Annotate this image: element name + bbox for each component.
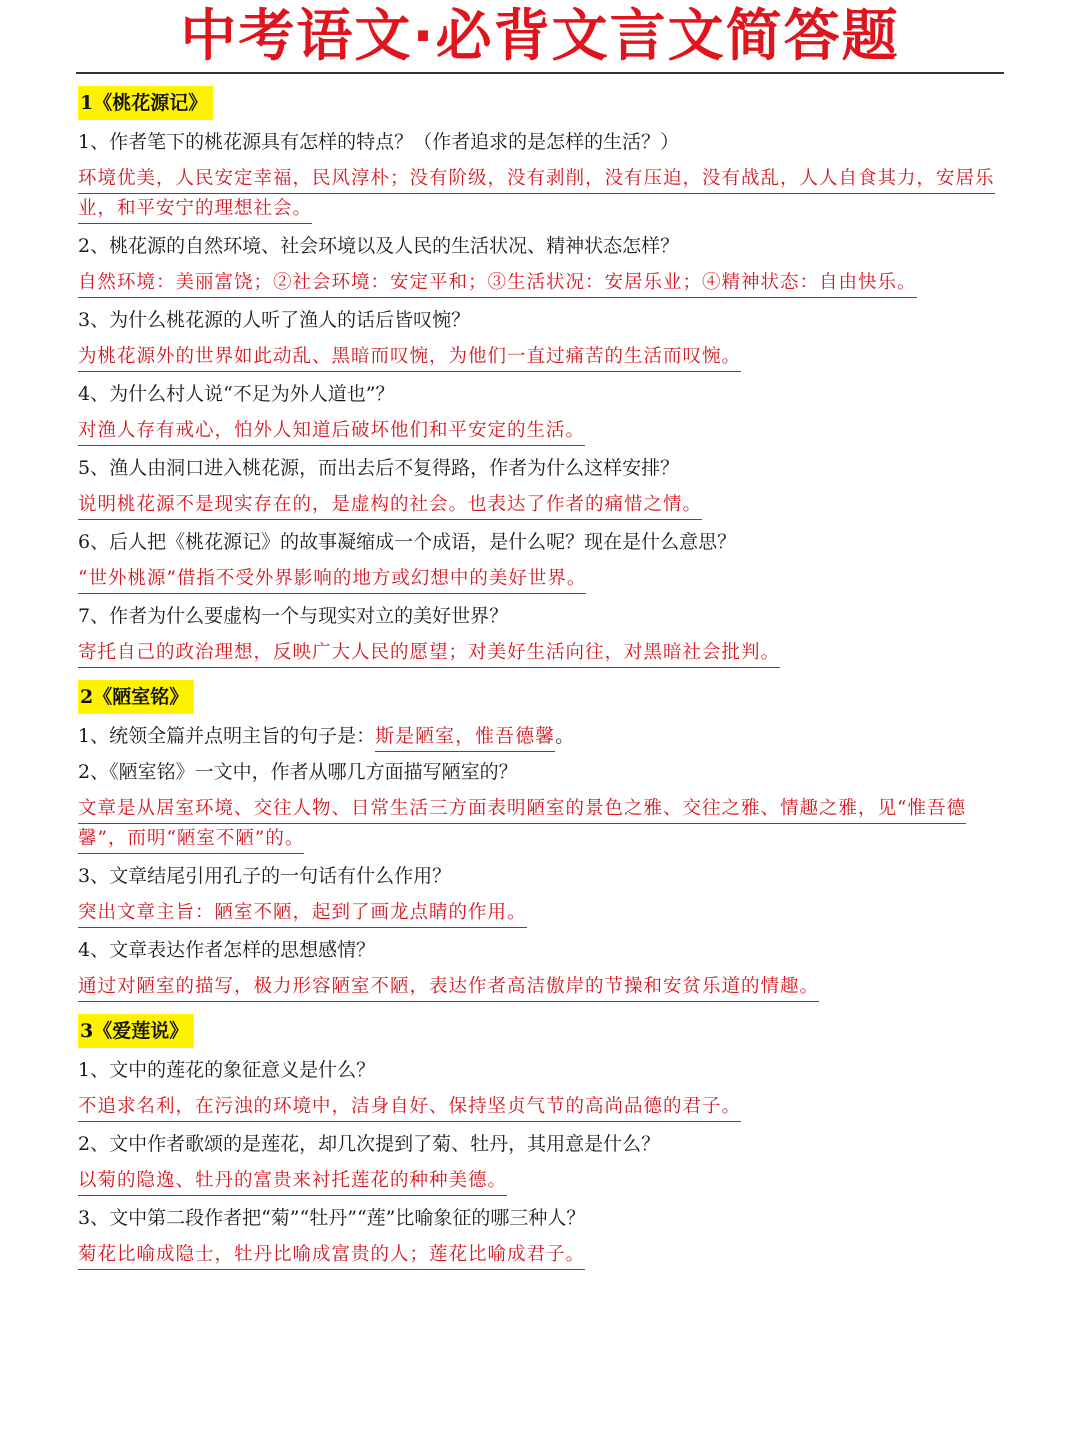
- question: 3、文章结尾引用孔子的一句话有什么作用？: [78, 865, 452, 887]
- answer: 不追求名利，在污浊的环境中，洁身自好、保持坚贞气节的高尚品德的君子。: [78, 1092, 1008, 1122]
- section-loushiming: [78, 676, 1008, 1002]
- section-taohuayuanji: [78, 82, 1008, 668]
- question: 3、为什么桃花源的人听了渔人的话后皆叹惋？: [78, 309, 471, 331]
- answer: 对渔人存有戒心，怕外人知道后破坏他们和平安定的生活。: [78, 416, 1008, 446]
- section-heading: 2《陋室铭》: [78, 680, 194, 714]
- answer: 环境优美，人民安定幸福，民风淳朴；没有阶级，没有剥削，没有压迫，没有战乱，人人自食其力，安居乐业，和平安宁的理想社会。: [78, 164, 1008, 224]
- section-heading: 1《桃花源记》: [78, 86, 213, 120]
- title-divider: [76, 72, 1004, 74]
- answer: 自然环境：美丽富饶；②社会环境：安定平和；③生活状况：安居乐业；④精神状态：自由快乐。: [78, 268, 1008, 298]
- question: 1、文中的莲花的象征意义是什么？: [78, 1059, 376, 1081]
- answer: 菊花比喻成隐士，牡丹比喻成富贵的人；莲花比喻成君子。: [78, 1240, 1008, 1270]
- answer: 通过对陋室的描写，极力形容陋室不陋，表达作者高洁傲岸的节操和安贫乐道的情趣。: [78, 972, 1008, 1002]
- question: 2、桃花源的自然环境、社会环境以及人民的生活状况、精神状态怎样？: [78, 235, 680, 257]
- section-ailianshuo: [78, 1010, 1008, 1270]
- main-content: [78, 82, 1008, 1278]
- question: 4、文章表达作者怎样的思想感情？: [78, 939, 376, 961]
- question: 7、作者为什么要虚构一个与现实对立的美好世界？: [78, 605, 509, 627]
- question: 3、文中第二段作者把“菊”“牡丹”“莲”比喻象征的哪三种人？: [78, 1207, 586, 1229]
- question: 5、渔人由洞口进入桃花源，而出去后不复得路，作者为什么这样安排？: [78, 457, 680, 479]
- question: 6、后人把《桃花源记》的故事凝缩成一个成语，是什么呢？现在是什么意思？: [78, 531, 737, 553]
- answer: 为桃花源外的世界如此动乱、黑暗而叹惋，为他们一直过痛苦的生活而叹惋。: [78, 342, 1008, 372]
- section-heading: 3《爱莲说》: [78, 1014, 194, 1048]
- answer: 寄托自己的政治理想，反映广大人民的愿望；对美好生活向往，对黑暗社会批判。: [78, 638, 1008, 668]
- question: 4、为什么村人说“不足为外人道也”？: [78, 383, 395, 405]
- answer: 以菊的隐逸、牡丹的富贵来衬托莲花的种种美德。: [78, 1166, 1008, 1196]
- question: 2、文中作者歌颂的是莲花，却几次提到了菊、牡丹，其用意是什么？: [78, 1133, 661, 1155]
- question: 2、《陋室铭》一文中，作者从哪几方面描写陋室的？: [78, 761, 518, 783]
- answer: 文章是从居室环境、交往人物、日常生活三方面表明陋室的景色之雅、交往之雅、情趣之雅，见“惟吾德馨”，而明“陋室不陋”的。: [78, 794, 1008, 854]
- page-title: 中考语文·必背文言文简答题: [180, 4, 900, 69]
- answer: 说明桃花源不是现实存在的，是虚构的社会。也表达了作者的痛惜之情。: [78, 490, 1008, 520]
- answer: “世外桃源”借指不受外界影响的地方或幻想中的美好世界。: [78, 564, 1008, 594]
- question: 1、统领全篇并点明主旨的句子是：斯是陋室，惟吾德馨。: [78, 722, 1008, 750]
- answer: 突出文章主旨：陋室不陋，起到了画龙点睛的作用。: [78, 898, 1008, 928]
- question: 1、作者笔下的桃花源具有怎样的特点？（作者追求的是怎样的生活？）: [78, 131, 680, 153]
- inline-answer: 斯是陋室，惟吾德馨: [375, 725, 555, 752]
